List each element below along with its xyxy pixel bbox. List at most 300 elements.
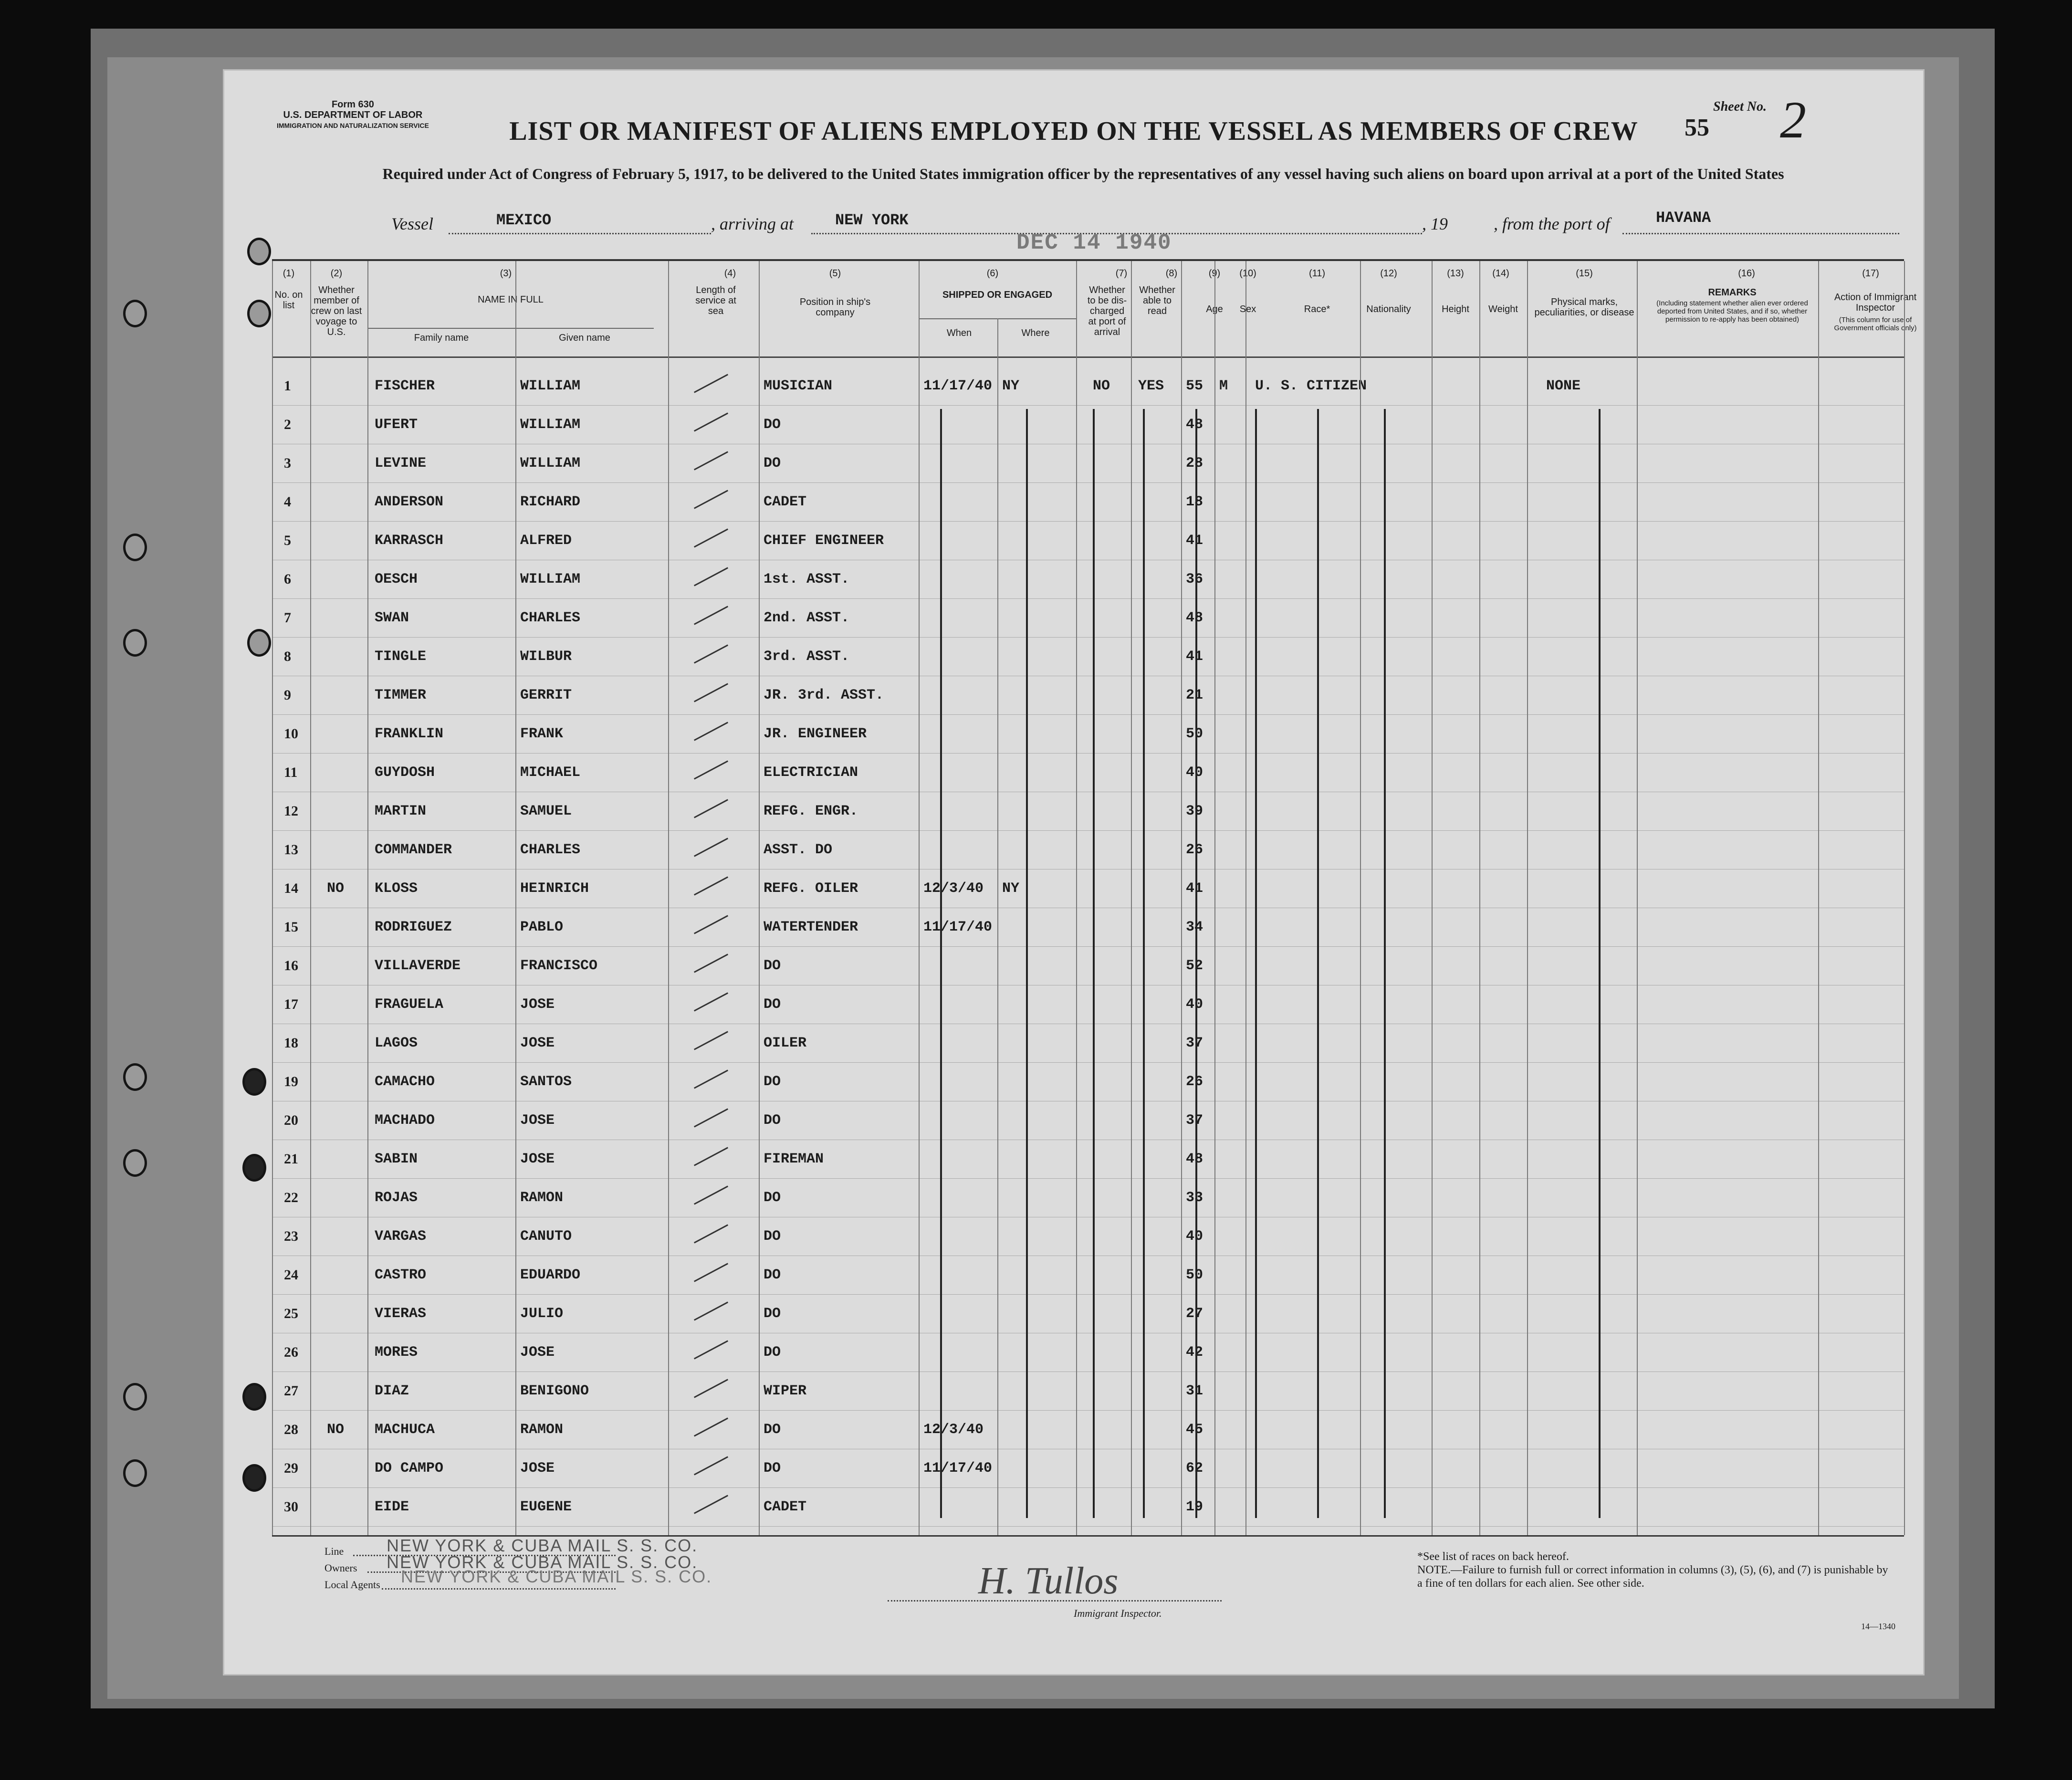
position: DO [764,996,781,1013]
checkmark [694,1340,728,1359]
race: U. S. CITIZEN [1255,378,1367,394]
checkmark [694,644,728,663]
head-height: Height [1442,304,1469,314]
column-rule [1181,261,1182,1535]
family-name: MACHADO [375,1112,435,1129]
checkmark [694,412,728,431]
given-name: RAMON [520,1422,564,1438]
head-no: No. on list [274,290,303,311]
table-row [272,600,1904,637]
given-name: ALFRED [520,533,572,549]
family-name: KLOSS [375,880,418,897]
checkmark [694,1456,728,1475]
row-number: 12 [284,803,298,819]
table-row [272,755,1904,791]
checkmark [694,1379,728,1398]
checkmark [694,528,728,547]
binder-hole [247,300,271,327]
row-number: 8 [284,649,291,664]
vessel-underline [449,233,711,234]
row-rule [272,1178,1904,1179]
binder-hole [242,1154,266,1182]
family-name: FISCHER [375,378,435,394]
age: 27 [1186,1306,1203,1322]
head-sex: Sex [1239,304,1256,314]
row-number: 27 [284,1383,298,1399]
checkmark [694,1417,728,1436]
line-value: NEW YORK & CUBA MAIL S. S. CO. [387,1536,698,1555]
column-rule [515,261,516,1535]
footer-notes [1417,1550,1894,1590]
manifest-subtitle: Required under Act of Congress of February 5, 1917, to be delivered to the United States immigration officer by the representatives of any vessel having such aliens on board upon arrival at a port of the United States [382,165,1784,182]
given-name: EDUARDO [520,1267,581,1283]
given-name: FRANCISCO [520,958,598,974]
races-note: *See list of races on back hereof. [1417,1550,1569,1563]
checkmark [694,451,728,470]
row-number: 23 [284,1228,298,1244]
row-number: 21 [284,1151,298,1167]
checkmark [694,1108,728,1127]
age: 37 [1186,1112,1203,1129]
owners-label: Owners [324,1562,357,1574]
position: ASST. DO [764,842,833,858]
owners-value: NEW YORK & CUBA MAIL S. S. CO. [387,1552,698,1572]
given-name: HEINRICH [520,880,589,897]
shipped-when: 12/3/40 [923,1422,984,1438]
age: 18 [1186,494,1203,510]
row-number: 25 [284,1306,298,1321]
age: 28 [1186,455,1203,471]
position: CADET [764,494,807,510]
head-remarks: REMARKS [1708,287,1757,298]
head-nationality: Nationality [1366,304,1411,314]
head-action: Action of Immigrant Inspector [1834,292,1917,313]
table-row [272,639,1904,675]
col-num-14: (14) [1492,268,1509,279]
age: 50 [1186,726,1203,742]
shipped-when: 11/17/40 [923,919,993,935]
arriving-label: , arriving at [711,214,794,233]
row-number: 29 [284,1460,298,1476]
arriving-port: NEW YORK [835,211,909,229]
department: U.S. DEPARTMENT OF LABOR [283,110,423,120]
table-row [272,484,1904,521]
table-row [272,1296,1904,1332]
binder-hole [242,1464,266,1492]
head-race: Race* [1304,304,1330,314]
form-number: Form 630 [331,99,374,110]
column-rule [1214,261,1215,1535]
checkmark [694,1185,728,1204]
row-number: 1 [284,378,291,394]
table-row [272,1489,1904,1526]
ditto-line [1255,409,1257,1518]
age: 55 [1186,378,1203,394]
column-rule [1076,261,1077,1535]
position: DO [764,1228,781,1245]
row-rule [272,1294,1904,1295]
position: 1st. ASST. [764,571,850,587]
checkmark [694,1147,728,1166]
col-num-2: (2) [330,268,343,279]
given-name: SANTOS [520,1074,572,1090]
column-rule [272,261,273,1535]
family-name: TINGLE [375,649,427,665]
head-family: Family name [414,333,469,343]
checkmark [694,606,728,625]
signature-underline [888,1600,1222,1602]
family-name: EIDE [375,1499,409,1515]
table-row [272,446,1904,482]
checkmark [694,1263,728,1282]
header-divider [272,356,1904,358]
age: 19 [1186,1499,1203,1515]
family-name: SWAN [375,610,409,626]
family-name: LAGOS [375,1035,418,1051]
given-name: JOSE [520,1344,555,1361]
name-divider [367,328,654,329]
table-row [272,562,1904,598]
row-number: 18 [284,1035,298,1051]
family-name: MARTIN [375,803,427,819]
position: CADET [764,1499,807,1515]
given-name: CANUTO [520,1228,572,1245]
given-name: SAMUEL [520,803,572,819]
row-number: 4 [284,494,291,510]
given-name: JULIO [520,1306,564,1322]
given-name: WILLIAM [520,571,581,587]
family-name: RODRIGUEZ [375,919,452,935]
position: DO [764,1190,781,1206]
row-rule [272,521,1904,522]
fine-note: NOTE.—Failure to furnish full or correct information in columns (3), (5), (6), and (7) is punishable by a fine of ten dollars for each alien. See other side. [1417,1564,1888,1590]
position: JR. 3rd. ASST. [764,687,884,703]
binder-hole [242,1068,266,1096]
given-name: MICHAEL [520,764,581,781]
given-name: FRANK [520,726,564,742]
family-name: CAMACHO [375,1074,435,1090]
binder-hole [247,629,271,657]
column-rule [1360,261,1361,1535]
given-name: EUGENE [520,1499,572,1515]
family-name: VILLAVERDE [375,958,461,974]
age: 50 [1186,1267,1203,1283]
table-row [272,948,1904,984]
age: 37 [1186,1035,1203,1051]
row-rule [272,598,1904,599]
checkmark [694,683,728,702]
binder-hole [123,629,147,657]
position: CHIEF ENGINEER [764,533,884,549]
position: 3rd. ASST. [764,649,850,665]
given-name: RICHARD [520,494,581,510]
position: DO [764,455,781,471]
binder-hole [123,1459,147,1487]
binder-hole [242,1383,266,1411]
row-number: 14 [284,880,298,896]
position: DO [764,1267,781,1283]
family-name: VIERAS [375,1306,427,1322]
table-row [272,1103,1904,1139]
given-name: JOSE [520,1112,555,1129]
checkmark [694,722,728,741]
head-given: Given name [559,333,610,343]
checkmark [694,953,728,973]
family-name: LEVINE [375,455,427,471]
table-row [272,1180,1904,1216]
row-rule [272,637,1904,638]
col-num-10: (10) [1239,268,1256,279]
row-rule [272,1526,1904,1527]
agents-value: NEW YORK & CUBA MAIL S. S. CO. [401,1567,712,1586]
sheet-label: Sheet No. [1713,99,1767,114]
table-row [272,832,1904,869]
family-name: TIMMER [375,687,427,703]
given-name: JOSE [520,996,555,1013]
table-row [272,1026,1904,1062]
col-num-12: (12) [1380,268,1397,279]
row-number: 15 [284,919,298,935]
col-num-5: (5) [829,268,841,279]
position: JR. ENGINEER [764,726,867,742]
age: 26 [1186,1074,1203,1090]
physical-marks: NONE [1546,378,1581,394]
table-row [272,1451,1904,1487]
position: REFG. ENGR. [764,803,858,819]
table-row [272,1257,1904,1294]
row-number: 5 [284,533,291,548]
discharged: NO [1093,378,1110,394]
age: 41 [1186,533,1203,549]
ditto-line [1093,409,1095,1518]
inspector-label: Immigrant Inspector. [1074,1607,1162,1619]
binder-hole [247,238,271,265]
family-name: MORES [375,1344,418,1361]
date-stamp: DEC 14 1940 [1016,230,1172,255]
given-name: WILLIAM [520,378,581,394]
family-name: OESCH [375,571,418,587]
column-rule [1432,261,1433,1535]
age: 48 [1186,417,1203,433]
position: WATERTENDER [764,919,858,935]
position: ELECTRICIAN [764,764,858,781]
checkmark [694,1031,728,1050]
row-number: 30 [284,1499,298,1515]
row-rule [272,830,1904,831]
col-num-6: (6) [986,268,999,279]
position: DO [764,958,781,974]
given-name: JOSE [520,1460,555,1476]
row-number: 2 [284,417,291,432]
column-rule [759,261,760,1535]
row-rule [272,753,1904,754]
head-discharged: Whether to be dis-charged at port of arrival [1087,285,1127,337]
column-rule [668,261,669,1535]
head-remarks-note: (Including statement whether alien ever ordered deported from United States, and if so, whether permission to re-apply has been obtained) [1656,299,1808,324]
given-name: JOSE [520,1035,555,1051]
row-number: 13 [284,842,298,858]
table-row [272,1373,1904,1410]
checkmark [694,799,728,818]
checkmark [694,876,728,895]
family-name: VARGAS [375,1228,427,1245]
age: 41 [1186,649,1203,665]
inspector-signature: H. Tullos [978,1560,1119,1602]
given-name: BENIGONO [520,1383,589,1399]
position: REFG. OILER [764,880,858,897]
row-number: 3 [284,455,291,471]
year-label: , 19 [1422,214,1448,233]
row-number: 7 [284,610,291,626]
row-number: 10 [284,726,298,742]
from-underline [1622,233,1899,234]
checkmark [694,915,728,934]
head-where: Where [1021,328,1050,338]
col-num-16: (16) [1738,268,1755,279]
head-name: NAME IN FULL [478,294,544,305]
row-number: 28 [284,1422,298,1437]
shipped-where: NY [1002,880,1020,897]
age: 26 [1186,842,1203,858]
family-name: DO CAMPO [375,1460,444,1476]
agents-label: Local Agents [324,1579,380,1591]
family-name: CASTRO [375,1267,427,1283]
col-num-7: (7) [1115,268,1128,279]
manifest-sheet [224,71,1923,1674]
col-num-15: (15) [1576,268,1593,279]
from-port-value: HAVANA [1656,209,1711,227]
row-rule [272,1062,1904,1063]
family-name: UFERT [375,417,418,433]
column-rule [919,261,920,1535]
head-shipped: SHIPPED OR ENGAGED [942,290,1053,300]
position: DO [764,1074,781,1090]
checkmark [694,374,728,393]
table-row [272,871,1904,907]
age: 31 [1186,1383,1203,1399]
ditto-line [1026,409,1028,1518]
column-rule [1527,261,1528,1535]
row-number: 17 [284,996,298,1012]
vessel-label: Vessel [391,214,433,233]
col-num-8: (8) [1165,268,1178,279]
column-rule [367,261,368,1535]
head-physical: Physical marks, peculiarities, or disease [1534,297,1634,318]
age: 33 [1186,1190,1203,1206]
checkmark [694,1069,728,1089]
family-name: ANDERSON [375,494,444,510]
checkmark [694,760,728,779]
row-number: 26 [284,1344,298,1360]
table-row [272,523,1904,559]
column-rule [1818,261,1819,1535]
column-rule [1904,261,1905,1535]
given-name: WILBUR [520,649,572,665]
ditto-line [1384,409,1386,1518]
col-num-13: (13) [1447,268,1464,279]
given-name: CHARLES [520,842,581,858]
given-name: GERRIT [520,687,572,703]
from-label: , from the port of [1494,214,1610,233]
table-row [272,407,1904,443]
ditto-line [1599,409,1601,1518]
given-name: RAMON [520,1190,564,1206]
last-voyage: NO [327,880,345,897]
col-num-11: (11) [1308,268,1326,279]
binder-hole [123,1063,147,1091]
family-name: MACHUCA [375,1422,435,1438]
binder-hole [123,1149,147,1177]
row-number: 22 [284,1190,298,1205]
position: MUSICIAN [764,378,833,394]
service: IMMIGRATION AND NATURALIZATION SERVICE [277,122,429,129]
position: DO [764,1306,781,1322]
column-rule [997,318,998,1535]
given-name: CHARLES [520,610,581,626]
col-num-17: (17) [1862,268,1879,279]
position: DO [764,1112,781,1129]
family-name: COMMANDER [375,842,452,858]
table-row [272,1335,1904,1371]
shipped-when: 12/3/40 [923,880,984,897]
row-rule [272,714,1904,715]
position: OILER [764,1035,807,1051]
age: 40 [1186,996,1203,1013]
row-number: 6 [284,571,291,587]
table-row [272,1412,1904,1448]
head-age: Age [1206,304,1223,314]
table-row [272,368,1904,405]
family-name: GUYDOSH [375,764,435,781]
page-number: 55 [1685,114,1709,141]
age: 48 [1186,1151,1203,1167]
family-name: DIAZ [375,1383,409,1399]
sex: M [1219,378,1228,394]
given-name: WILLIAM [520,455,581,471]
binder-hole [123,300,147,327]
position: DO [764,1460,781,1476]
col-num-4: (4) [724,268,736,279]
position: 2nd. ASST. [764,610,850,626]
column-rule [1637,261,1638,1535]
row-rule [272,482,1904,483]
age: 52 [1186,958,1203,974]
row-rule [272,405,1904,406]
sheet-number: 2 [1780,91,1806,149]
position: DO [764,1422,781,1438]
ditto-line [1317,409,1319,1518]
form-code: 14—1340 [1861,1622,1895,1631]
checkmark [694,1495,728,1514]
position: FIREMAN [764,1151,824,1167]
binder-hole [123,534,147,561]
head-action-note: (This column for use of Government officials only) [1834,316,1917,332]
checkmark [694,1301,728,1320]
age: 40 [1186,764,1203,781]
table-row [272,1064,1904,1100]
checkmark [694,1224,728,1243]
head-when: When [946,328,972,338]
head-position: Position in ship's company [799,297,871,318]
family-name: FRANKLIN [375,726,444,742]
agents-underline [382,1588,616,1590]
age: 48 [1186,610,1203,626]
head-read: Whether able to read [1139,285,1175,316]
row-rule [272,1410,1904,1411]
shipped-where: NY [1002,378,1020,394]
ditto-line [1143,409,1145,1518]
row-rule [272,946,1904,947]
